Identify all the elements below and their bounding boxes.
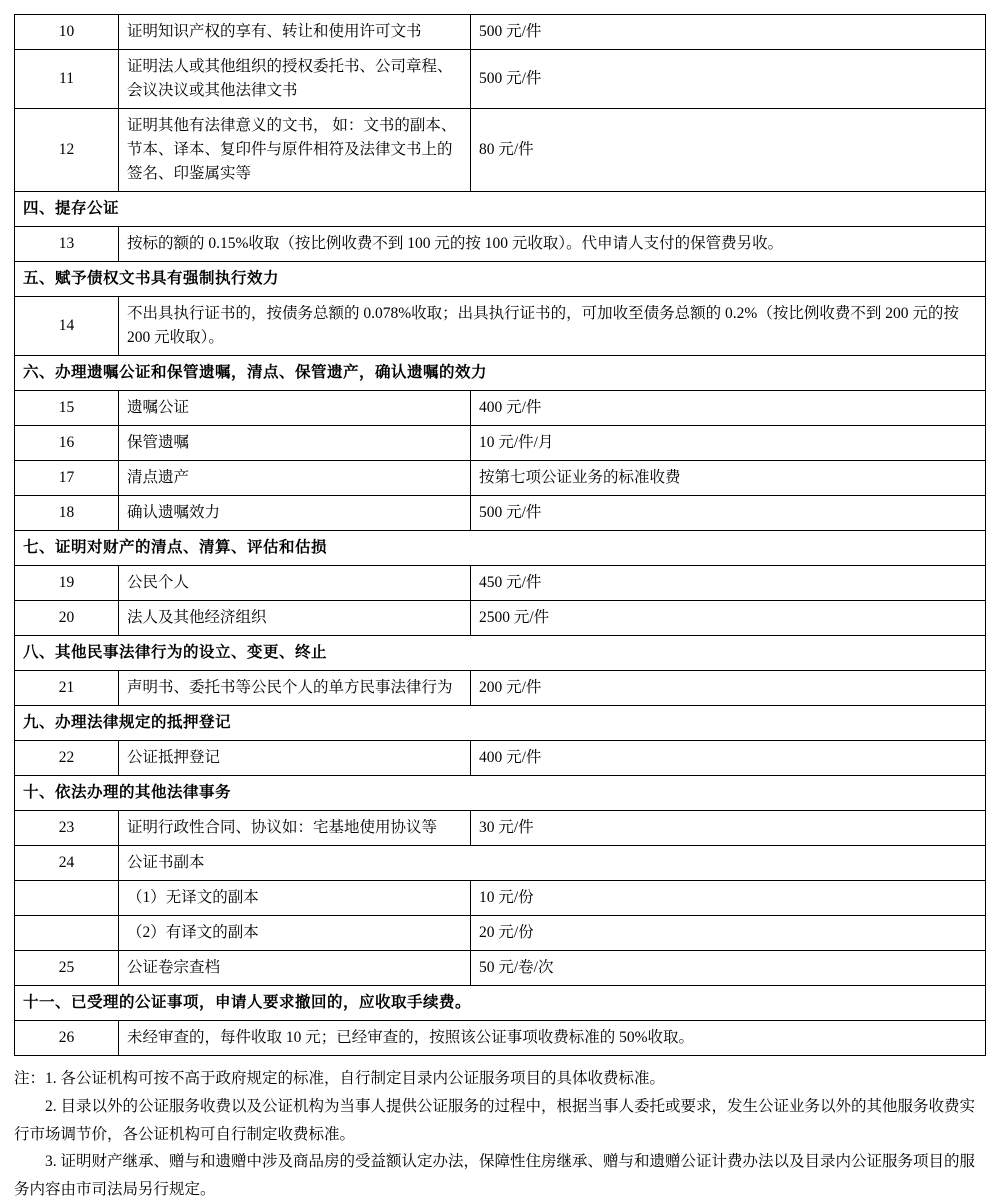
section-title: 六、办理遗嘱公证和保管遗嘱，清点、保管遗产，确认遗嘱的效力 [15,356,986,391]
row-item: （1）无译文的副本 [119,881,471,916]
row-item: 声明书、委托书等公民个人的单方民事法律行为 [119,671,471,706]
table-row [15,461,986,496]
section-title: 十、依法办理的其他法律事务 [15,776,986,811]
section-title: 十一、已受理的公证事项，申请人要求撤回的，应收取手续费。 [15,986,986,1021]
row-number [15,916,119,951]
note-item: 注：1. 各公证机构可按不高于政府规定的标准，自行制定目录内公证服务项目的具体收费标准。 [14,1070,666,1088]
row-number: 21 [15,671,119,706]
table-row [15,811,986,846]
table-row [15,227,986,262]
row-number: 10 [15,15,119,50]
section-title: 九、办理法律规定的抵押登记 [15,706,986,741]
table-row [15,426,986,461]
row-fee: 400 元/件 [471,741,986,776]
table-row [15,297,986,356]
section-title: 四、提存公证 [15,192,986,227]
table-row [15,15,986,50]
row-number: 18 [15,496,119,531]
row-fee: 500 元/件 [471,496,986,531]
notary-fee-table [14,14,986,1056]
row-description: 按标的额的 0.15%收取（按比例收费不到 100 元的按 100 元收取）。代申请人支付的保管费另收。 [119,227,986,262]
table-row [15,671,986,706]
row-fee: 500 元/件 [471,15,986,50]
row-fee: 10 元/份 [471,881,986,916]
row-item: 法人及其他经济组织 [119,601,471,636]
row-item: 确认遗嘱效力 [119,496,471,531]
row-number: 13 [15,227,119,262]
table-row [15,109,986,192]
row-number: 17 [15,461,119,496]
table-row [15,741,986,776]
table-row [15,601,986,636]
row-number: 16 [15,426,119,461]
row-number: 14 [15,297,119,356]
row-number: 12 [15,109,119,192]
row-item: 证明法人或其他组织的授权委托书、公司章程、会议决议或其他法律文书 [119,50,471,109]
row-number: 22 [15,741,119,776]
table-section-row [15,356,986,391]
row-number: 25 [15,951,119,986]
row-fee: 20 元/份 [471,916,986,951]
section-title: 七、证明对财产的清点、清算、评估和估损 [15,531,986,566]
table-row [15,916,986,951]
row-item: 证明其他有法律意义的文书， 如：文书的副本、节本、译本、复印件与原件相符及法律文书上的签名、印鉴属实等 [119,109,471,192]
row-item: 证明行政性合同、协议如：宅基地使用协议等 [119,811,471,846]
row-number: 15 [15,391,119,426]
row-item: （2）有译文的副本 [119,916,471,951]
row-fee: 80 元/件 [471,109,986,192]
table-section-row [15,262,986,297]
section-title: 五、赋予债权文书具有强制执行效力 [15,262,986,297]
row-item: 遗嘱公证 [119,391,471,426]
row-number: 20 [15,601,119,636]
table-section-row [15,531,986,566]
row-item: 保管遗嘱 [119,426,471,461]
table-section-row [15,776,986,811]
row-fee: 500 元/件 [471,50,986,109]
row-fee: 2500 元/件 [471,601,986,636]
note-item: 3. 证明财产继承、赠与和遗赠中涉及商品房的受益额认定办法，保障性住房继承、赠与和遗赠公证计费办法以及目录内公证服务项目的服务内容由市司法局另行规定。 [14,1153,976,1198]
row-item: 公证卷宗查档 [119,951,471,986]
document-notes [14,1065,986,1203]
row-number: 19 [15,566,119,601]
table-row [15,846,986,881]
table-row [15,50,986,109]
row-item: 公证书副本 [119,846,986,881]
row-fee: 50 元/卷/次 [471,951,986,986]
note-item: 2. 目录以外的公证服务收费以及公证机构为当事人提供公证服务的过程中，根据当事人委托或要求，发生公证业务以外的其他服务收费实行市场调节价，各公证机构可自行制定收费标准。 [14,1098,976,1143]
table-row [15,951,986,986]
row-item: 公证抵押登记 [119,741,471,776]
table-section-row [15,706,986,741]
section-title: 八、其他民事法律行为的设立、变更、终止 [15,636,986,671]
row-item: 公民个人 [119,566,471,601]
table-section-row [15,986,986,1021]
table-body [15,15,986,1056]
table-row [15,1021,986,1056]
table-section-row [15,192,986,227]
row-number: 24 [15,846,119,881]
table-row [15,881,986,916]
row-number [15,881,119,916]
row-fee: 按第七项公证业务的标准收费 [471,461,986,496]
row-fee: 10 元/件/月 [471,426,986,461]
row-fee: 200 元/件 [471,671,986,706]
row-number: 26 [15,1021,119,1056]
row-description: 未经审查的，每件收取 10 元；已经审查的，按照该公证事项收费标准的 50%收取。 [119,1021,986,1056]
row-fee: 30 元/件 [471,811,986,846]
row-item: 清点遗产 [119,461,471,496]
row-fee: 450 元/件 [471,566,986,601]
table-row [15,566,986,601]
table-row [15,391,986,426]
row-item: 证明知识产权的享有、转让和使用许可文书 [119,15,471,50]
row-description: 不出具执行证书的，按债务总额的 0.078%收取；出具执行证书的，可加收至债务总额的 0.2%（按比例收费不到 200 元的按 200 元收取）。 [119,297,986,356]
row-fee: 400 元/件 [471,391,986,426]
table-row [15,496,986,531]
table-section-row [15,636,986,671]
row-number: 11 [15,50,119,109]
row-number: 23 [15,811,119,846]
